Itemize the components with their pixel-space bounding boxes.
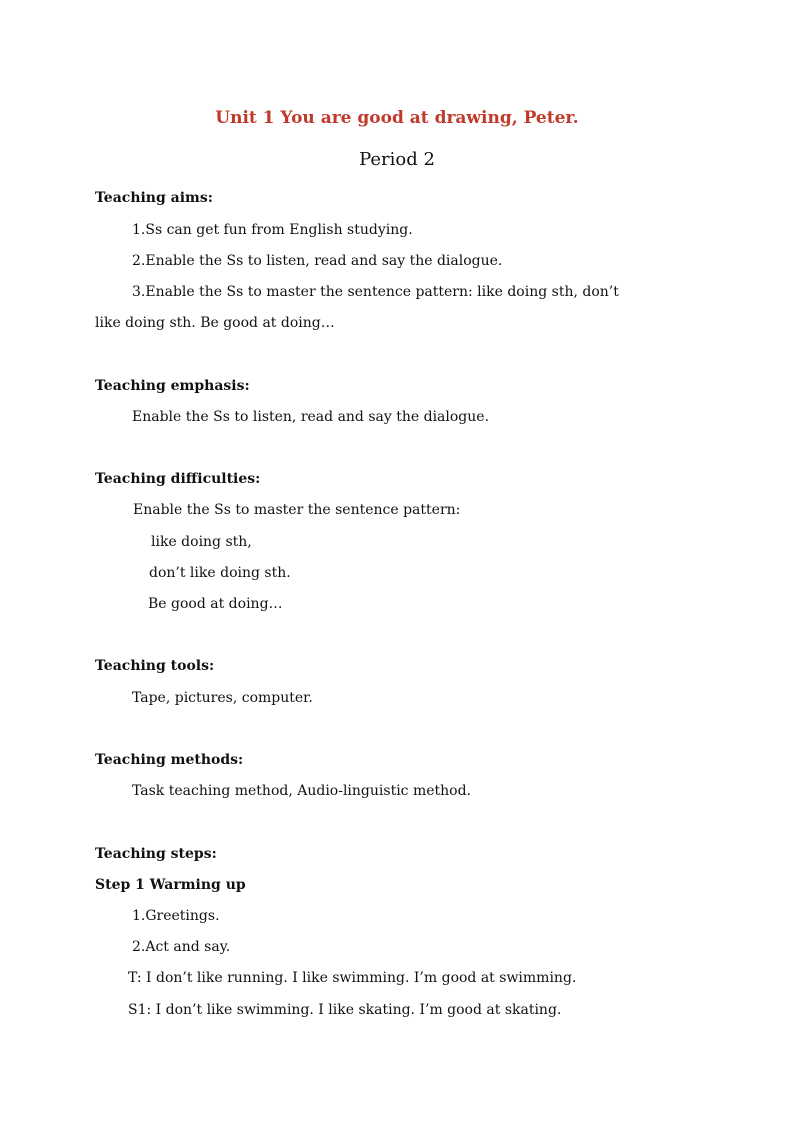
step1-heading: Step 1 Warming up [95,877,246,893]
step1-dialogue-line: T: I don’t like running. I like swimming. I’m good at swimming. [128,970,577,986]
difficulties-pattern: don’t like doing sth. [149,565,291,581]
tools-heading: Teaching tools: [95,658,215,674]
steps-heading: Teaching steps: [95,846,217,862]
difficulties-text: Enable the Ss to master the sentence pattern: [133,502,461,518]
tools-text: Tape, pictures, computer. [132,690,313,706]
difficulties-pattern: Be good at doing… [148,596,283,612]
aims-item: 1.Ss can get fun from English studying. [132,222,413,238]
methods-heading: Teaching methods: [95,752,244,768]
difficulties-pattern: like doing sth, [151,534,252,550]
aims-item: 3.Enable the Ss to master the sentence pattern: like doing sth, don’t [132,284,619,300]
difficulties-heading: Teaching difficulties: [95,471,261,487]
step1-item: 2.Act and say. [132,939,231,955]
aims-item: 2.Enable the Ss to listen, read and say the dialogue. [132,253,503,269]
aims-heading: Teaching aims: [95,190,213,206]
document-subtitle: Period 2 [359,149,435,170]
step1-dialogue-line: S1: I don’t like swimming. I like skating. I’m good at skating. [128,1002,562,1018]
emphasis-text: Enable the Ss to listen, read and say the dialogue. [132,409,490,425]
step1-item: 1.Greetings. [132,908,220,924]
methods-text: Task teaching method, Audio-linguistic method. [132,783,472,799]
emphasis-heading: Teaching emphasis: [95,378,250,394]
document-title: Unit 1 You are good at drawing, Peter. [215,108,579,128]
aims-item-continued: like doing sth. Be good at doing… [95,315,335,331]
